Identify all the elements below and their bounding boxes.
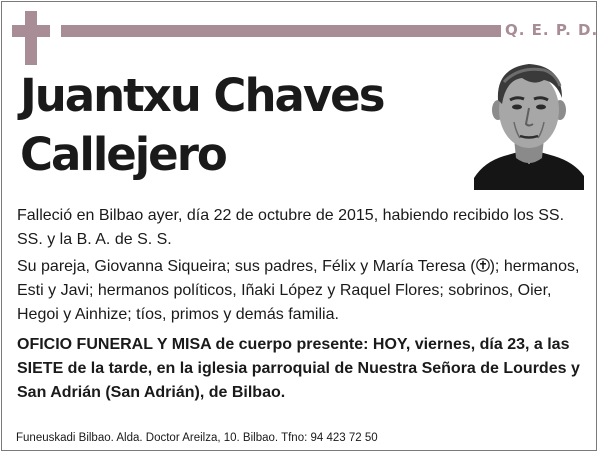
deceased-name bbox=[20, 66, 440, 184]
deceased-cross-icon bbox=[476, 258, 490, 272]
family-text-a: Su pareja, Giovanna Siqueira; sus padres, Félix y María Teresa ( bbox=[17, 258, 476, 275]
death-notice-paragraph: Falleció en Bilbao ayer, día 22 de octubre de 2015, habiendo recibido los SS. SS. y la B. A. de S. S. bbox=[17, 207, 565, 248]
portrait-photo bbox=[474, 60, 584, 190]
cross-icon bbox=[12, 11, 50, 65]
family-paragraph bbox=[17, 255, 589, 327]
funeral-home-footer: Funeuskadi Bilbao. Alda. Doctor Areilza, 10. Bilbao. Tfno: 94 423 72 50 bbox=[16, 432, 378, 444]
qepd-label: Q. E. P. D. bbox=[505, 21, 599, 39]
header-rule bbox=[61, 25, 501, 37]
funeral-paragraph: OFICIO FUNERAL Y MISA de cuerpo presente: HOY, viernes, día 23, a las SIETE de la tarde, en la iglesia parroquial de Nuestra Señora de Lourdes y San Adrián (San Adrián), de Bilbao. bbox=[17, 336, 580, 401]
family-text-b: ); hermanos, Esti y Javi; hermanos políticos, Iñaki López y Raquel Flores; sobrinos, Oier, Hegoi y Ainhize; tíos, primos y demás familia. bbox=[17, 258, 580, 323]
obituary-card bbox=[1, 1, 597, 451]
name-line-1: Juantxu Chaves bbox=[20, 69, 384, 122]
name-line-2: Callejero bbox=[20, 128, 226, 181]
